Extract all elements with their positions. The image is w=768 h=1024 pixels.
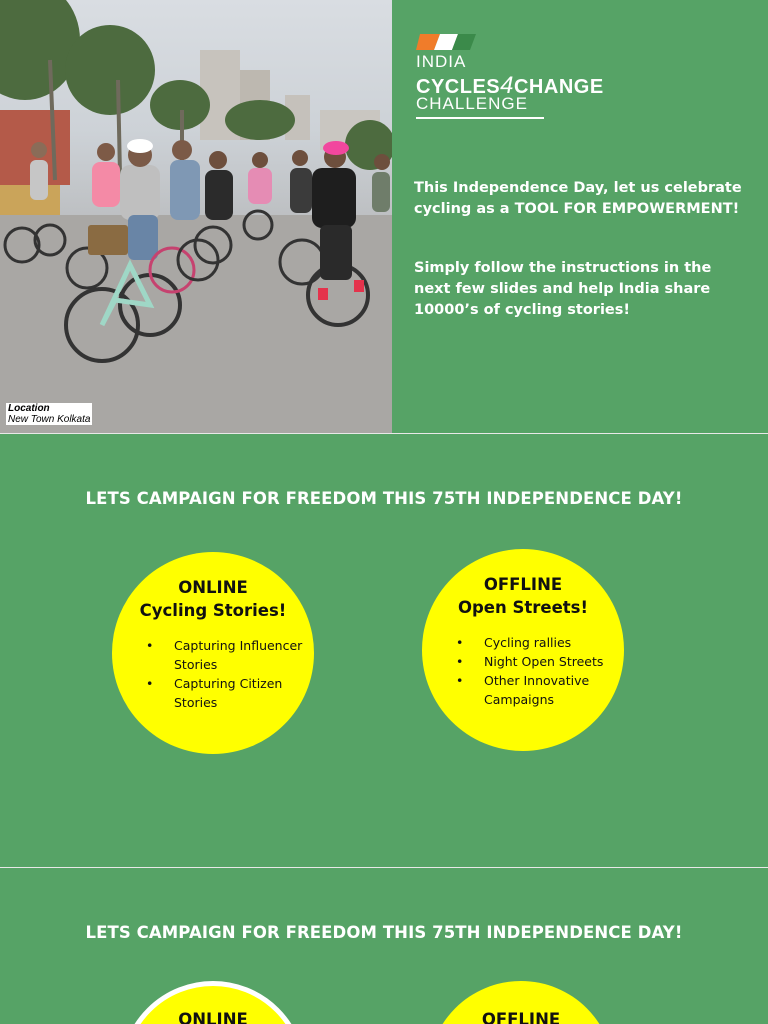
cyclists-photo xyxy=(0,0,392,433)
offline-circle-partial xyxy=(428,981,614,1024)
logo-line-challenge: CHALLENGE xyxy=(416,94,528,113)
campaign-title: LETS CAMPAIGN FOR FREEDOM THIS 75TH INDEPENDENCE DAY! xyxy=(85,489,683,508)
offline-circle-title-partial: OFFLINE xyxy=(481,1010,561,1024)
online-list xyxy=(146,636,314,712)
list-item: • Capturing Influencer Stories xyxy=(146,636,314,674)
online-circle-partial xyxy=(120,981,306,1024)
campaign-title-repeat: LETS CAMPAIGN FOR FREEDOM THIS 75TH INDEPENDENCE DAY! xyxy=(85,923,683,942)
offline-list xyxy=(456,633,624,709)
slide-intro xyxy=(0,0,768,433)
cyclists-illustration xyxy=(0,0,392,433)
location-label: Location xyxy=(8,403,50,414)
list-item: • Cycling rallies xyxy=(456,633,624,652)
intro-paragraph-2: Simply follow the instructions in the next few slides and help India share 10000’s of cycling stories! xyxy=(414,260,712,318)
list-item: • Other Innovative Campaigns xyxy=(456,671,624,709)
offline-circle-title: OFFLINE Open Streets! xyxy=(457,575,589,617)
logo-line-cycles4change: CYCLES4CHANGE xyxy=(416,72,604,99)
list-item: • Night Open Streets xyxy=(456,652,624,671)
logo-underline xyxy=(416,117,544,119)
online-circle-title-partial: ONLINE xyxy=(178,1010,248,1024)
slide-campaign xyxy=(0,433,768,867)
online-circle-title: ONLINE Cycling Stories! xyxy=(139,578,287,620)
logo-line-india: INDIA xyxy=(416,52,467,71)
photo-location-caption xyxy=(6,403,92,425)
list-item: • Capturing Citizen Stories xyxy=(146,674,314,712)
intro-paragraph-1: This Independence Day, let us celebrate cycling as a TOOL FOR EMPOWERMENT! xyxy=(414,180,742,217)
slide-campaign-repeat xyxy=(0,867,768,1024)
offline-circle xyxy=(422,549,624,751)
flag-stripes-icon xyxy=(416,32,478,52)
online-circle xyxy=(112,552,314,754)
location-value: New Town Kolkata xyxy=(8,414,91,425)
